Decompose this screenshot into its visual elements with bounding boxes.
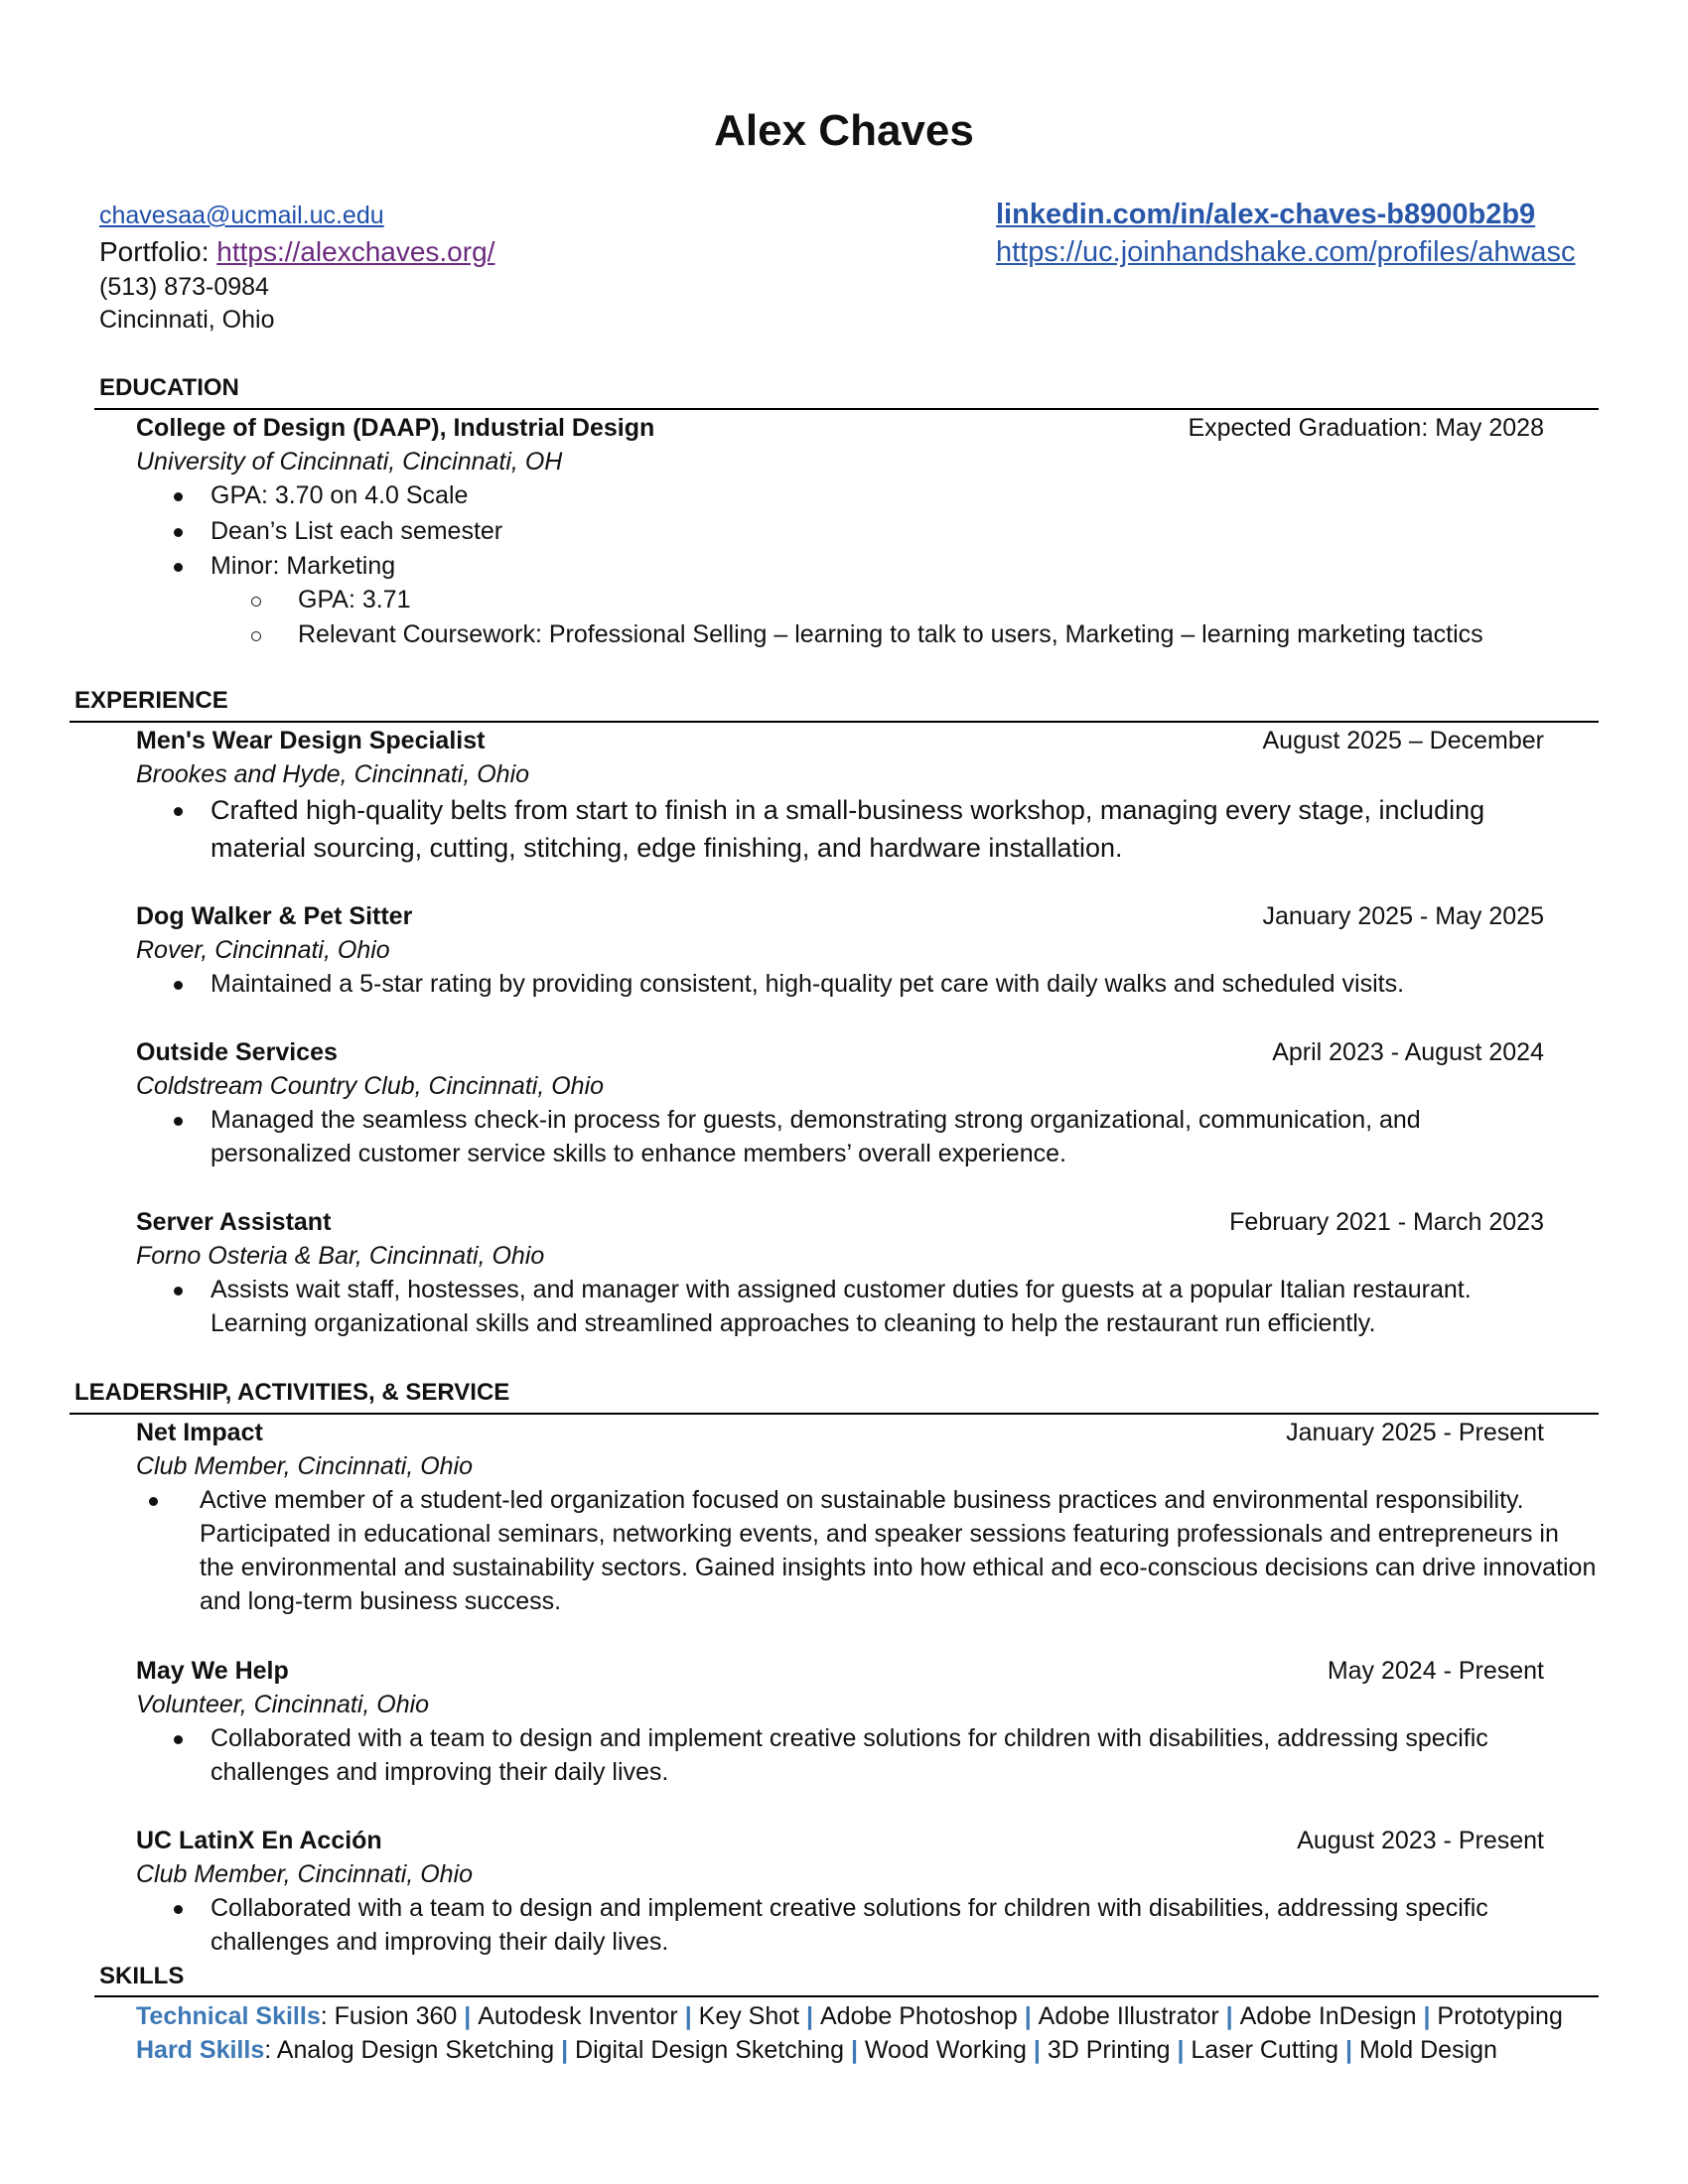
sub-bullet-circle: [251, 597, 261, 607]
job-bullet: Assists wait staff, hostesses, and manager with assigned customer duties for guests at a popular Italian restaurant. Learning organizational skills and streamlined approaches to cleaning to help the restaurant run efficiently.: [211, 1276, 1472, 1337]
activity-bullet: Collaborated with a team to design and implement creative solutions for children with disabilities, addressing specific challenges and improving their daily lives.: [211, 1724, 1488, 1786]
job-title: Outside Services: [136, 1038, 338, 1066]
education-bullet: Dean’s List each semester: [211, 517, 503, 545]
skill-separator: |: [677, 2002, 699, 2030]
job-date: January 2025 - May 2025: [1262, 902, 1544, 930]
technical-skills-label: Technical Skills: [136, 2002, 321, 2030]
bullet-dot: [174, 1117, 183, 1126]
education-date: Expected Graduation: May 2028: [1188, 414, 1544, 442]
education-org: University of Cincinnati, Cincinnati, OH: [136, 448, 563, 476]
bullet-dot: [174, 563, 183, 572]
experience-heading: EXPERIENCE: [74, 687, 228, 714]
job-bullet: Crafted high-quality belts from start to finish in a small-business workshop, managing every stage, including material sourcing, cutting, stitching, edge finishing, and hardware installation.: [211, 795, 1485, 863]
education-sub-bullet: Relevant Coursework: Professional Selling – learning to talk to users, Marketing – learning marketing tactics: [298, 620, 1483, 648]
skill-separator: |: [1170, 2036, 1192, 2064]
bullet-dot: [174, 492, 183, 501]
leadership-divider: [70, 1413, 1599, 1415]
skill-item: Laser Cutting: [1191, 2036, 1339, 2064]
bullet-dot: [174, 528, 183, 537]
job-date: April 2023 - August 2024: [1272, 1038, 1544, 1066]
job-org: Forno Osteria & Bar, Cincinnati, Ohio: [136, 1242, 545, 1270]
linkedin-link[interactable]: linkedin.com/in/alex-chaves-b8900b2b9: [996, 199, 1536, 230]
skill-item: Key Shot: [698, 2002, 800, 2030]
education-sub-bullet: GPA: 3.71: [298, 586, 411, 614]
skill-separator: |: [799, 2002, 820, 2030]
education-bullet: Minor: Marketing: [211, 552, 396, 580]
activity-org: Club Member, Cincinnati, Ohio: [136, 1452, 474, 1480]
skill-item: Analog Design Sketching: [276, 2036, 555, 2064]
skill-separator: |: [1218, 2002, 1240, 2030]
job-org: Brookes and Hyde, Cincinnati, Ohio: [136, 760, 530, 788]
sub-bullet-circle: [251, 631, 261, 641]
skills-heading: SKILLS: [99, 1963, 185, 1989]
job-title: Men's Wear Design Specialist: [136, 727, 486, 754]
skill-item: 3D Printing: [1047, 2036, 1171, 2064]
job-bullet: Managed the seamless check-in process for guests, demonstrating strong organizational, communication, and personalized customer service skills to enhance members’ overall experience.: [211, 1106, 1421, 1167]
bullet-dot: [174, 981, 183, 990]
skill-item: Prototyping: [1437, 2002, 1563, 2030]
skill-separator: |: [1017, 2002, 1039, 2030]
skill-separator: |: [1416, 2002, 1438, 2030]
hard-skills-line: Hard Skills: Analog Design Sketching | Digital Design Sketching | Wood Working | 3D Printing | Laser Cutting | Mold Design: [136, 2036, 1497, 2064]
skill-item: Digital Design Sketching: [575, 2036, 844, 2064]
bullet-dot: [174, 1735, 183, 1744]
skill-item: Wood Working: [864, 2036, 1027, 2064]
phone-number: (513) 873-0984: [99, 273, 269, 301]
skill-separator: |: [1026, 2036, 1048, 2064]
skill-separator: |: [1338, 2036, 1359, 2064]
job-date: August 2025 – December: [1262, 727, 1544, 754]
handshake-link[interactable]: https://uc.joinhandshake.com/profiles/ahwasc: [996, 236, 1576, 268]
job-bullet: Maintained a 5-star rating by providing consistent, high-quality pet care with daily walks and scheduled visits.: [211, 970, 1405, 998]
activity-bullet: Active member of a student-led organization focused on sustainable business practices and environmental responsibility. Participated in educational seminars, networking events, and speaker sessions featuring professionals and entrepreneurs in the environmental and sustainability sectors. Gained insights into how ethical and eco-conscious decisions can drive innovation and long-term business success.: [200, 1486, 1597, 1615]
bullet-dot: [174, 1287, 183, 1296]
activity-title: UC LatinX En Acción: [136, 1827, 382, 1854]
skill-item: Adobe InDesign: [1239, 2002, 1417, 2030]
skill-item: Adobe Illustrator: [1038, 2002, 1219, 2030]
skills-divider: [94, 1995, 1599, 1997]
skill-item: Mold Design: [1358, 2036, 1497, 2064]
skill-item: Autodesk Inventor: [478, 2002, 678, 2030]
leadership-heading: LEADERSHIP, ACTIVITIES, & SERVICE: [74, 1379, 510, 1406]
activity-date: August 2023 - Present: [1297, 1827, 1544, 1854]
bullet-dot: [174, 807, 183, 816]
job-org: Rover, Cincinnati, Ohio: [136, 936, 390, 964]
technical-skills-line: Technical Skills: Fusion 360 | Autodesk Inventor | Key Shot | Adobe Photoshop | Adobe Illustrator | Adobe InDesign | Prototyping: [136, 2002, 1563, 2030]
activity-date: January 2025 - Present: [1286, 1419, 1544, 1446]
bullet-dot: [149, 1497, 158, 1506]
experience-divider: [70, 721, 1599, 723]
activity-org: Club Member, Cincinnati, Ohio: [136, 1860, 474, 1888]
job-org: Coldstream Country Club, Cincinnati, Ohio: [136, 1072, 605, 1100]
skill-item: Fusion 360: [334, 2002, 458, 2030]
skill-separator: |: [844, 2036, 865, 2064]
resume-name: Alex Chaves: [714, 106, 974, 155]
job-title: Server Assistant: [136, 1208, 332, 1236]
job-title: Dog Walker & Pet Sitter: [136, 902, 413, 930]
education-heading: EDUCATION: [99, 374, 239, 401]
education-bullet: GPA: 3.70 on 4.0 Scale: [211, 481, 469, 509]
job-date: February 2021 - March 2023: [1229, 1208, 1544, 1236]
activity-org: Volunteer, Cincinnati, Ohio: [136, 1691, 430, 1718]
activity-title: Net Impact: [136, 1419, 263, 1446]
email-link[interactable]: chavesaa@ucmail.uc.edu: [99, 202, 384, 229]
education-title: College of Design (DAAP), Industrial Design: [136, 414, 655, 442]
portfolio-line: [99, 234, 494, 270]
skill-separator: |: [457, 2002, 479, 2030]
skill-separator: |: [554, 2036, 576, 2064]
activity-date: May 2024 - Present: [1327, 1657, 1544, 1685]
skill-item: Adobe Photoshop: [819, 2002, 1018, 2030]
activity-title: May We Help: [136, 1657, 289, 1685]
education-divider: [94, 408, 1599, 410]
hard-skills-label: Hard Skills: [136, 2036, 265, 2064]
portfolio-link[interactable]: https://alexchaves.org/: [216, 236, 495, 267]
location: Cincinnati, Ohio: [99, 306, 275, 334]
activity-bullet: Collaborated with a team to design and implement creative solutions for children with disabilities, addressing specific challenges and improving their daily lives.: [211, 1894, 1488, 1956]
portfolio-label: Portfolio:: [99, 236, 217, 267]
bullet-dot: [174, 1905, 183, 1914]
